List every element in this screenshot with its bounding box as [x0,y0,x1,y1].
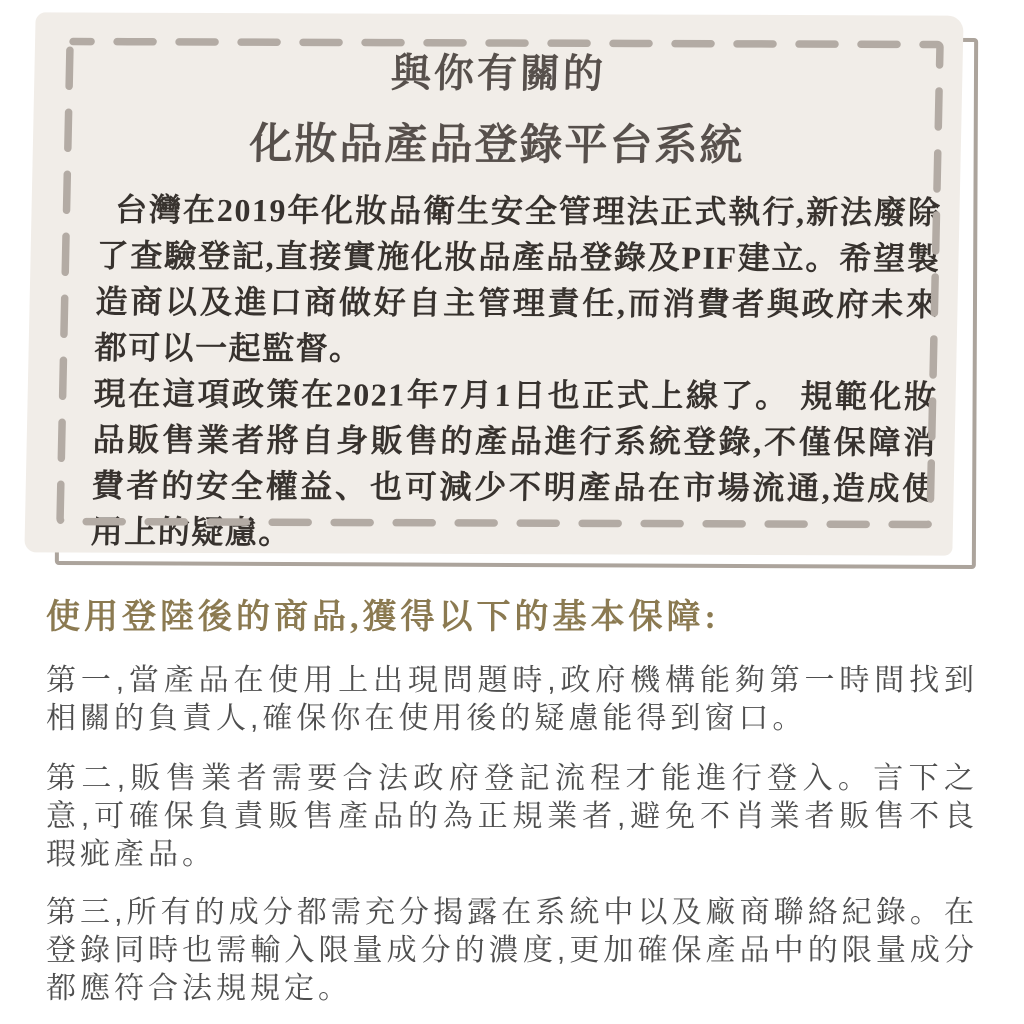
card-title-line2: 化妝品產品登錄平台系統 [248,120,745,170]
benefit-item-2: 第二,販售業者需要合法政府登記流程才能進行登入。言下之意,可確保負責販售產品的為正規業者,避免不肖業者販售不良瑕疵產品。 [46,762,978,871]
benefit-item-1: 第一,當產品在使用上出現問題時,政府機構能夠第一時間找到相關的負責人,確保你在使用後的疑慮能得到窗口。 [46,664,978,735]
benefits-section [46,596,978,1008]
benefit-item-3: 第三,所有的成分都需充分揭露在系統中以及廠商聯絡紀錄。在登錄同時也需輸入限量成分的濃度,更加確保產品中的限量成分都應符合法規規定。 [46,896,978,1005]
card-paper [24,12,963,555]
card-paragraph: 現在這項政策在2021年7月1日也正式上線了。 規範化妝品販售業者將自身販售的產品進行系統登錄,不僅保障消費者的安全權益、也可減少不明產品在市場流通,造成使用上的疑慮。 [90,375,939,551]
benefits-heading: 使用登陸後的商品,獲得以下的基本保障: [46,599,720,636]
dashed-border [55,36,945,529]
card-title-line1: 與你有關的 [390,51,607,97]
card-paragraph: 台灣在2019年化妝品衛生安全管理法正式執行,新法廢除了查驗登記,直接實施化妝品產品登錄及PIF建立。希望製造商以及進口商做好自主管理責任,而消費者與政府未來都可以一起監督。 [94,191,942,367]
